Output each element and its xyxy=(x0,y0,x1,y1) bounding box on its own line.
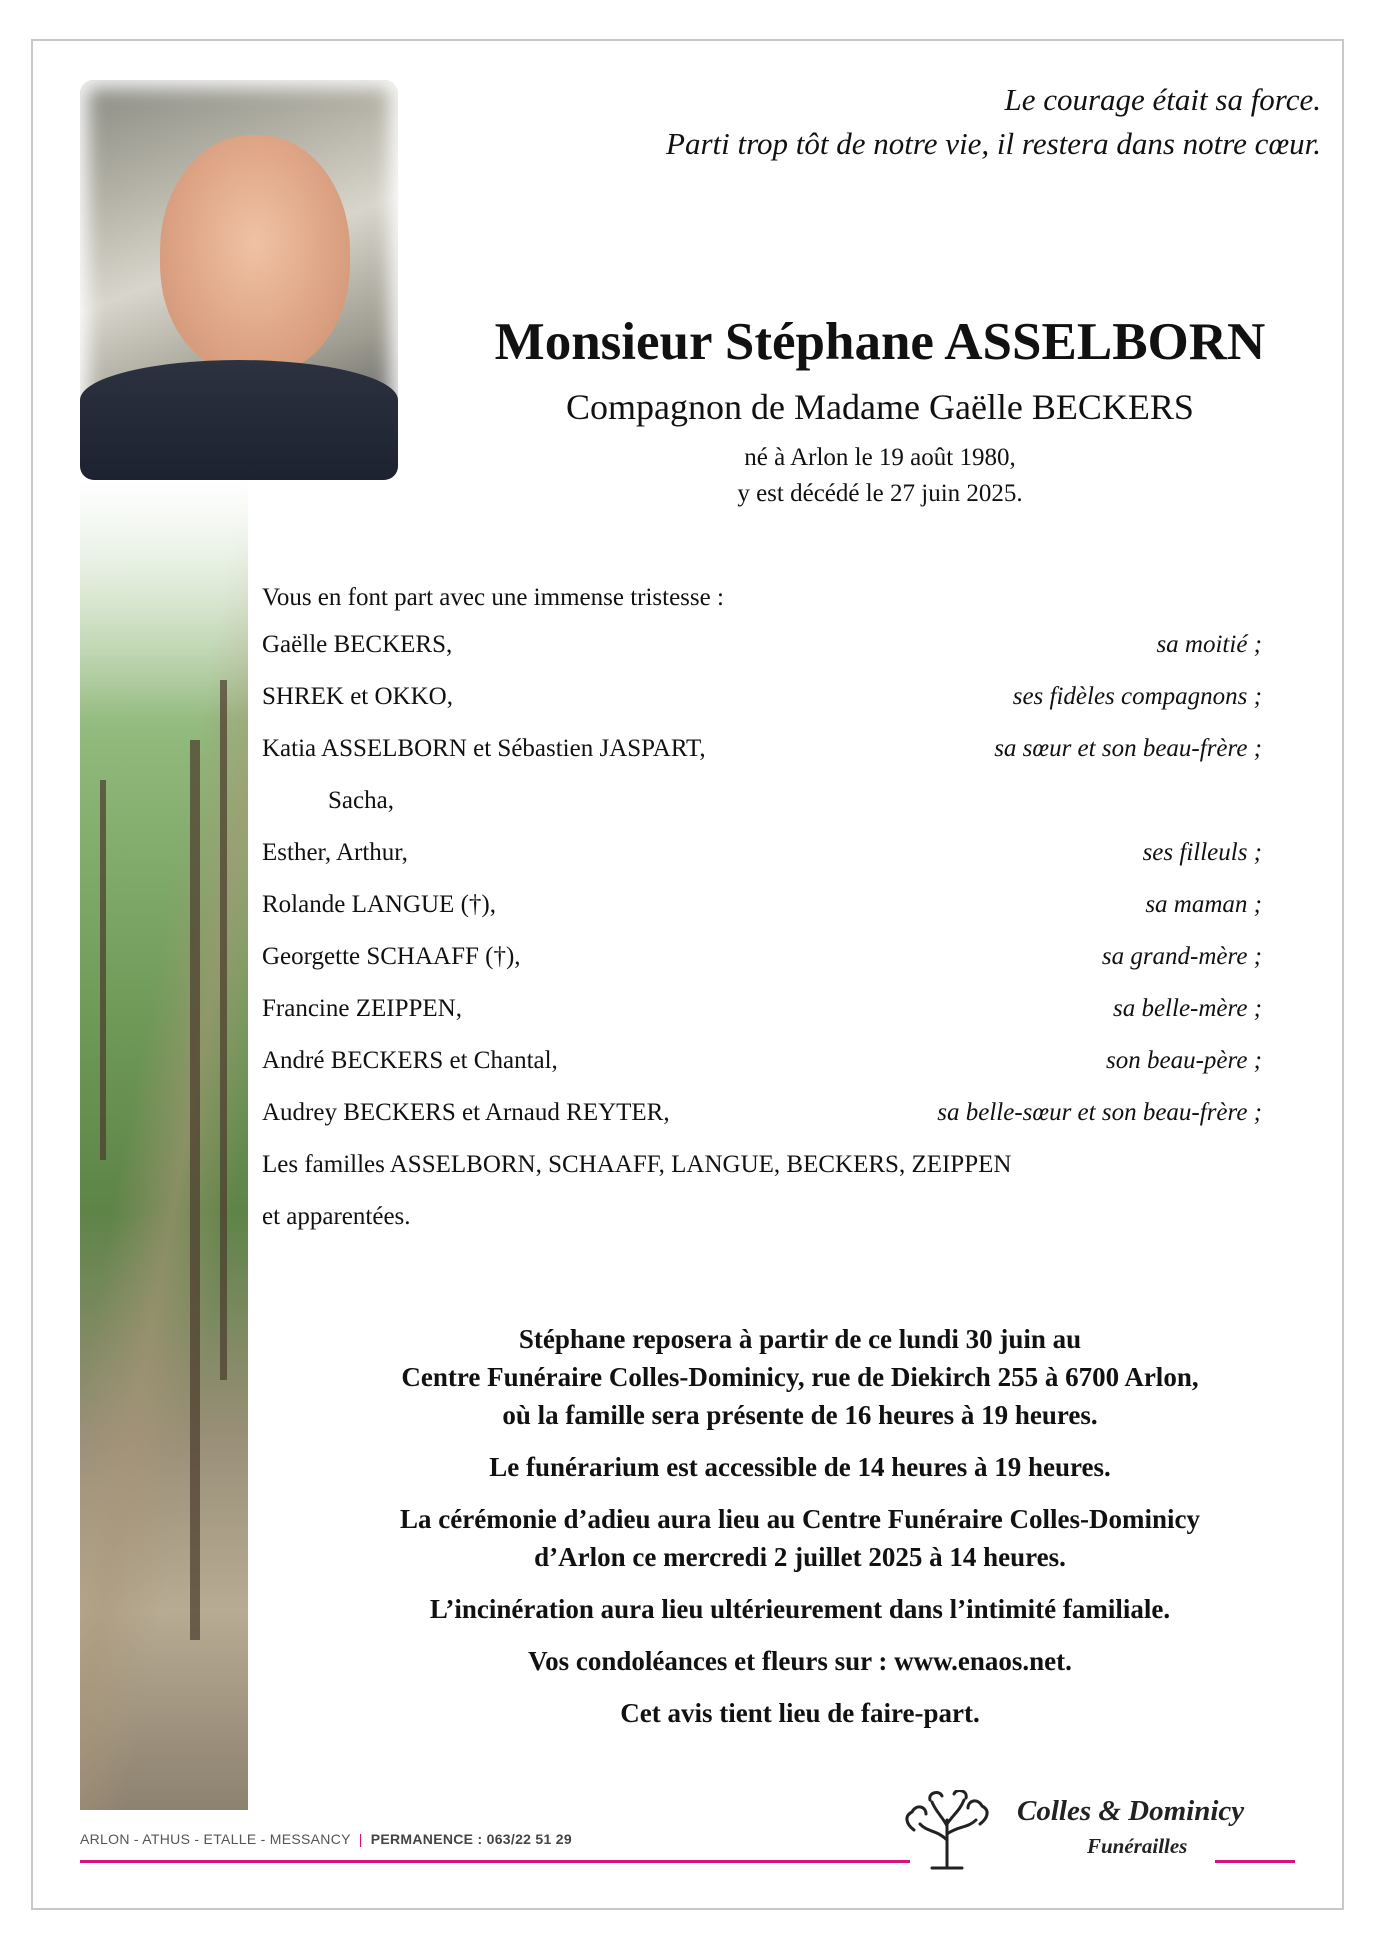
tree-icon xyxy=(892,1790,1002,1870)
family-row xyxy=(262,1046,1262,1098)
notice-line: Stéphane reposera à partir de ce lundi 30 juin au xyxy=(518,1324,1082,1354)
cremation-note: L’incinération aura lieu ultérieurement dans l’intimité familiale. xyxy=(429,1594,1171,1624)
family-member-name: Rolande LANGUE (†), xyxy=(262,891,496,918)
family-relation: sa maman ; xyxy=(1145,891,1262,918)
logo-subtitle: Funérailles xyxy=(1087,1834,1188,1858)
family-row xyxy=(262,734,1262,786)
portrait-shirt xyxy=(80,360,398,480)
ceremony-block xyxy=(300,1500,1300,1576)
family-row xyxy=(262,682,1262,734)
family-intro: Vous en font part avec une immense tristesse : xyxy=(262,584,724,611)
family-relation: ses fidèles compagnons ; xyxy=(1012,683,1262,710)
family-row xyxy=(262,1202,1262,1254)
notice-line: où la famille sera présente de 16 heures à 19 heures. xyxy=(502,1400,1098,1430)
forest-path-image xyxy=(80,480,248,1810)
portrait-photo xyxy=(80,80,398,480)
family-member-name: Francine ZEIPPEN, xyxy=(262,995,462,1022)
family-member-name: Audrey BECKERS et Arnaud REYTER, xyxy=(262,1099,670,1126)
visitation-block xyxy=(300,1320,1300,1434)
death-line: y est décédé le 27 juin 2025. xyxy=(737,480,1023,507)
portrait-face xyxy=(160,135,350,375)
family-relation: ses filleuls ; xyxy=(1142,839,1262,866)
family-member-name: Katia ASSELBORN et Sébastien JASPART, xyxy=(262,735,706,762)
deceased-name: Monsieur Stéphane ASSELBORN xyxy=(494,313,1266,371)
birth-death-dates xyxy=(400,440,1360,512)
family-row xyxy=(262,994,1262,1046)
companion-line: Compagnon de Madame Gaëlle BECKERS xyxy=(566,387,1194,427)
birth-line: né à Arlon le 19 août 1980, xyxy=(744,444,1016,471)
family-list xyxy=(262,630,1262,1254)
footer-contact xyxy=(80,1831,572,1847)
family-relation: sa belle-sœur et son beau-frère ; xyxy=(937,1099,1262,1126)
footer-separator: | xyxy=(358,1831,363,1847)
family-row xyxy=(262,1098,1262,1150)
family-member-name: André BECKERS et Chantal, xyxy=(262,1047,558,1074)
family-relation: sa belle-mère ; xyxy=(1112,995,1262,1022)
funeral-home-logo xyxy=(892,1790,1292,1870)
family-member-name: SHREK et OKKO, xyxy=(262,683,453,710)
notice-line: d’Arlon ce mercredi 2 juillet 2025 à 14 heures. xyxy=(534,1542,1066,1572)
funeral-notice xyxy=(300,1320,1300,1746)
quote-line: Parti trop tôt de notre vie, il restera dans notre cœur. xyxy=(666,126,1321,161)
family-member-name: Esther, Arthur, xyxy=(262,839,408,866)
family-member-name: Georgette SCHAAFF (†), xyxy=(262,943,521,970)
family-row xyxy=(262,1150,1262,1202)
family-member-name: et apparentées. xyxy=(262,1203,411,1230)
family-row xyxy=(262,786,1262,838)
family-row xyxy=(262,838,1262,890)
funerarium-hours: Le funérarium est accessible de 14 heures à 19 heures. xyxy=(489,1452,1111,1482)
family-relation: sa moitié ; xyxy=(1156,631,1262,658)
family-row xyxy=(262,890,1262,942)
family-row xyxy=(262,630,1262,682)
tree-trunk xyxy=(190,740,200,1640)
memorial-quote xyxy=(666,78,1321,166)
notice-line: Centre Funéraire Colles-Dominicy, rue de Diekirch 255 à 6700 Arlon, xyxy=(401,1362,1199,1392)
faire-part-note: Cet avis tient lieu de faire-part. xyxy=(620,1698,980,1728)
quote-line: Le courage était sa force. xyxy=(1004,82,1321,117)
footer-locations: ARLON - ATHUS - ETALLE - MESSANCY xyxy=(80,1831,351,1847)
family-row xyxy=(262,942,1262,994)
notice-line: La cérémonie d’adieu aura lieu au Centre Funéraire Colles-Dominicy xyxy=(400,1504,1200,1534)
logo-brand-name: Colles & Dominicy xyxy=(1017,1795,1245,1827)
condolences-line: Vos condoléances et fleurs sur : www.enaos.net. xyxy=(528,1646,1072,1676)
family-relation: sa sœur et son beau-frère ; xyxy=(994,735,1262,762)
tree-trunk xyxy=(220,680,227,1380)
footer-permanence: PERMANENCE : 063/22 51 29 xyxy=(370,1831,572,1847)
footer-rule xyxy=(80,1860,910,1863)
family-member-name: Sacha, xyxy=(328,787,394,814)
tree-trunk xyxy=(100,780,106,1160)
family-relation: son beau-père ; xyxy=(1106,1047,1262,1074)
family-relation: sa grand-mère ; xyxy=(1101,943,1262,970)
family-member-name: Les familles ASSELBORN, SCHAAFF, LANGUE, BECKERS, ZEIPPEN xyxy=(262,1151,1012,1178)
family-member-name: Gaëlle BECKERS, xyxy=(262,631,453,658)
